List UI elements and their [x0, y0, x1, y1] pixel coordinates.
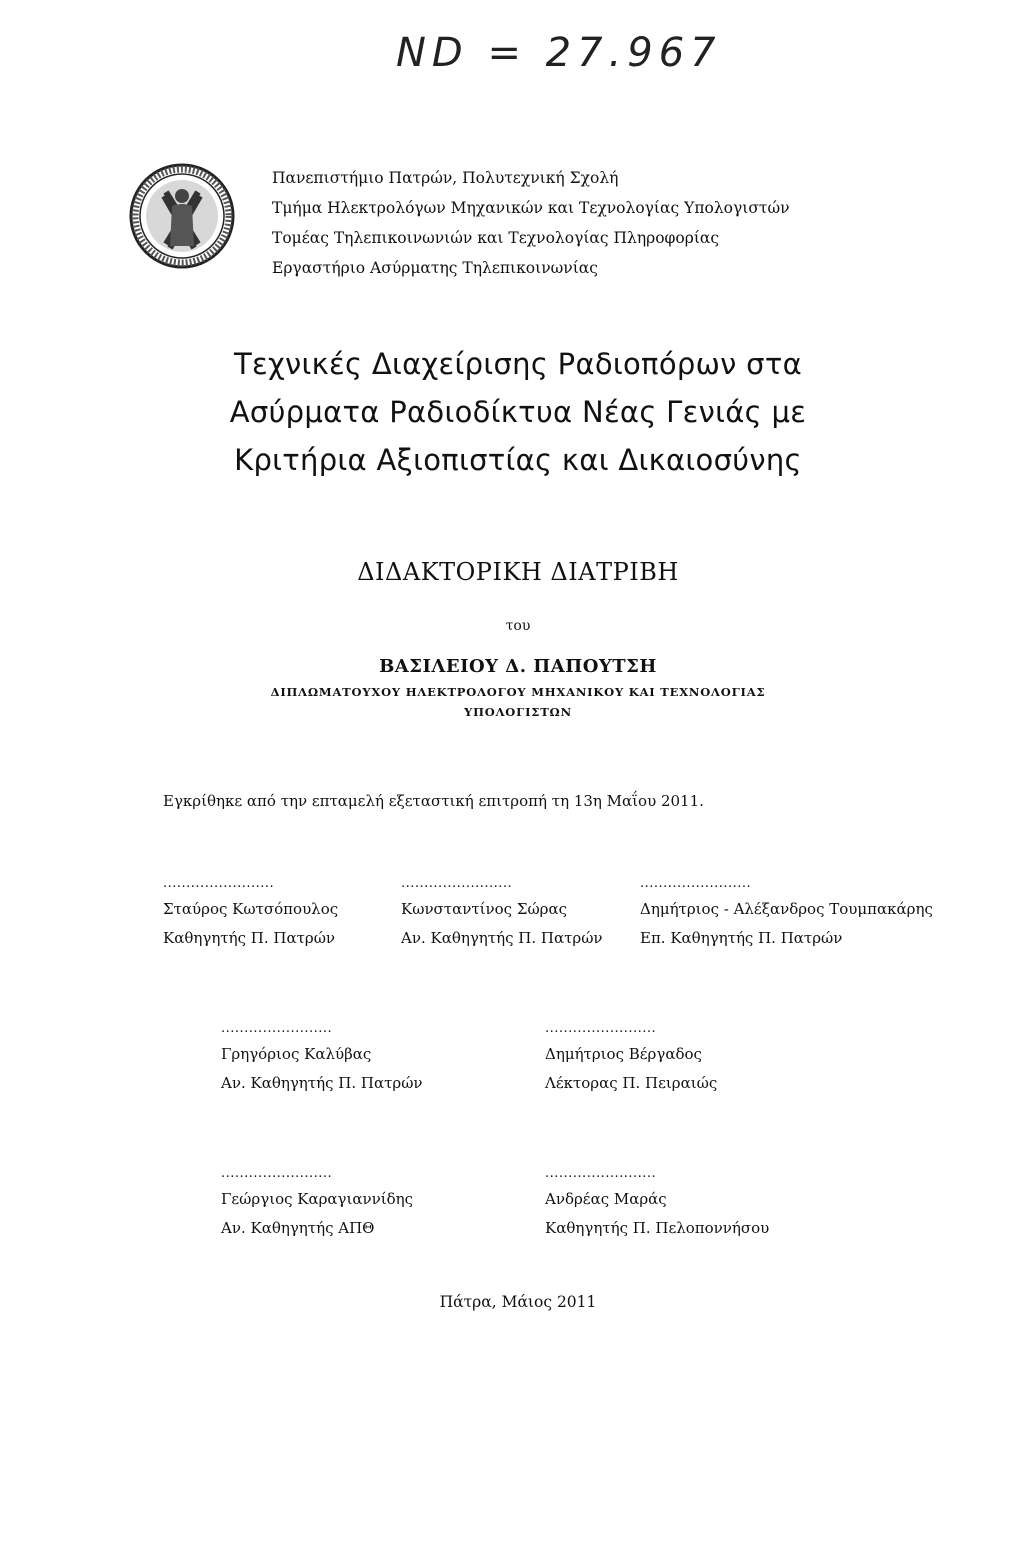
author-degree	[0, 682, 1036, 722]
member-name: Σταύρος Κωτσόπουλος	[163, 900, 339, 918]
signature-line: ........................	[401, 876, 513, 891]
member-name: Γρηγόριος Καλύβας	[221, 1045, 372, 1063]
committee-member	[221, 1166, 413, 1243]
member-name: Γεώργιος Καραγιαννίδης	[221, 1190, 414, 1208]
committee-member	[401, 876, 603, 953]
institution-division: Τομέας Τηλεπικοινωνιών και Τεχνολογίας Πληροφορίας	[272, 229, 720, 247]
signature-line: ........................	[163, 876, 275, 891]
committee-member	[163, 876, 338, 953]
institution-department: Τμήμα Ηλεκτρολόγων Μηχανικών και Τεχνολογίας Υπολογιστών	[272, 199, 790, 217]
member-title: Αν. Καθηγητής ΑΠΘ	[221, 1219, 375, 1237]
committee-member	[221, 1021, 423, 1098]
approval-statement: Εγκρίθηκε από την επταμελή εξεταστική επιτροπή τη 13η Μαΐου 2011.	[163, 792, 704, 810]
institution-laboratory: Εργαστήριο Ασύρματης Τηλεπικοινωνίας	[272, 259, 598, 277]
member-name: Κωνσταντίνος Σώρας	[401, 900, 568, 918]
author-name: ΒΑΣΙΛΕΙΟΥ Δ. ΠΑΠΟΥΤΣΗ	[379, 656, 657, 677]
place-date: Πάτρα, Μάιος 2011	[439, 1293, 597, 1311]
member-title: Καθηγητής Π. Πελοποννήσου	[545, 1219, 770, 1237]
member-title: Αν. Καθηγητής Π. Πατρών	[221, 1074, 423, 1092]
institution-university: Πανεπιστήμιο Πατρών, Πολυτεχνική Σχολή	[272, 169, 619, 187]
member-title: Λέκτορας Π. Πειραιώς	[545, 1074, 718, 1092]
thesis-title-line: Κριτήρια Αξιοπιστίας και Δικαιοσύνης	[234, 443, 802, 477]
handwritten-note	[390, 22, 730, 78]
member-name: Δημήτριος - Αλέξανδρος Τουμπακάρης	[640, 900, 933, 918]
handwritten-note-text: ND = 27.967	[396, 30, 722, 76]
committee-member	[545, 1021, 717, 1098]
university-seal-icon	[128, 162, 236, 270]
member-name: Δημήτριος Βέργαδος	[545, 1045, 702, 1063]
signature-line: ........................	[545, 1166, 657, 1181]
thesis-title-line: Ασύρματα Ραδιοδίκτυα Νέας Γενιάς με	[229, 395, 807, 429]
institution-block	[272, 163, 790, 283]
author-degree-line: ΥΠΟΛΟΓΙΣΤΩΝ	[464, 705, 572, 719]
author-degree-line: ΔΙΠΛΩΜΑΤΟΥΧΟΥ ΗΛΕΚΤΡΟΛΟΓΟΥ ΜΗΧΑΝΙΚΟΥ ΚΑΙ ΤΕΧΝΟΛΟΓΙΑΣ	[270, 685, 766, 699]
member-title: Καθηγητής Π. Πατρών	[163, 929, 336, 947]
by-label: του	[505, 618, 531, 634]
signature-line: ........................	[545, 1021, 657, 1036]
member-title: Αν. Καθηγητής Π. Πατρών	[401, 929, 603, 947]
member-name: Ανδρέας Μαράς	[545, 1190, 667, 1208]
signature-line: ........................	[640, 876, 752, 891]
signature-line: ........................	[221, 1166, 333, 1181]
committee-member	[545, 1166, 769, 1243]
committee-member	[640, 876, 933, 953]
thesis-title-line: Τεχνικές Διαχείρισης Ραδιοπόρων στα	[233, 347, 803, 381]
document-type: ΔΙΔΑΚΤΟΡΙΚΗ ΔΙΑΤΡΙΒΗ	[357, 558, 679, 586]
member-title: Επ. Καθηγητής Π. Πατρών	[640, 929, 843, 947]
signature-line: ........................	[221, 1021, 333, 1036]
thesis-title	[0, 340, 1036, 484]
